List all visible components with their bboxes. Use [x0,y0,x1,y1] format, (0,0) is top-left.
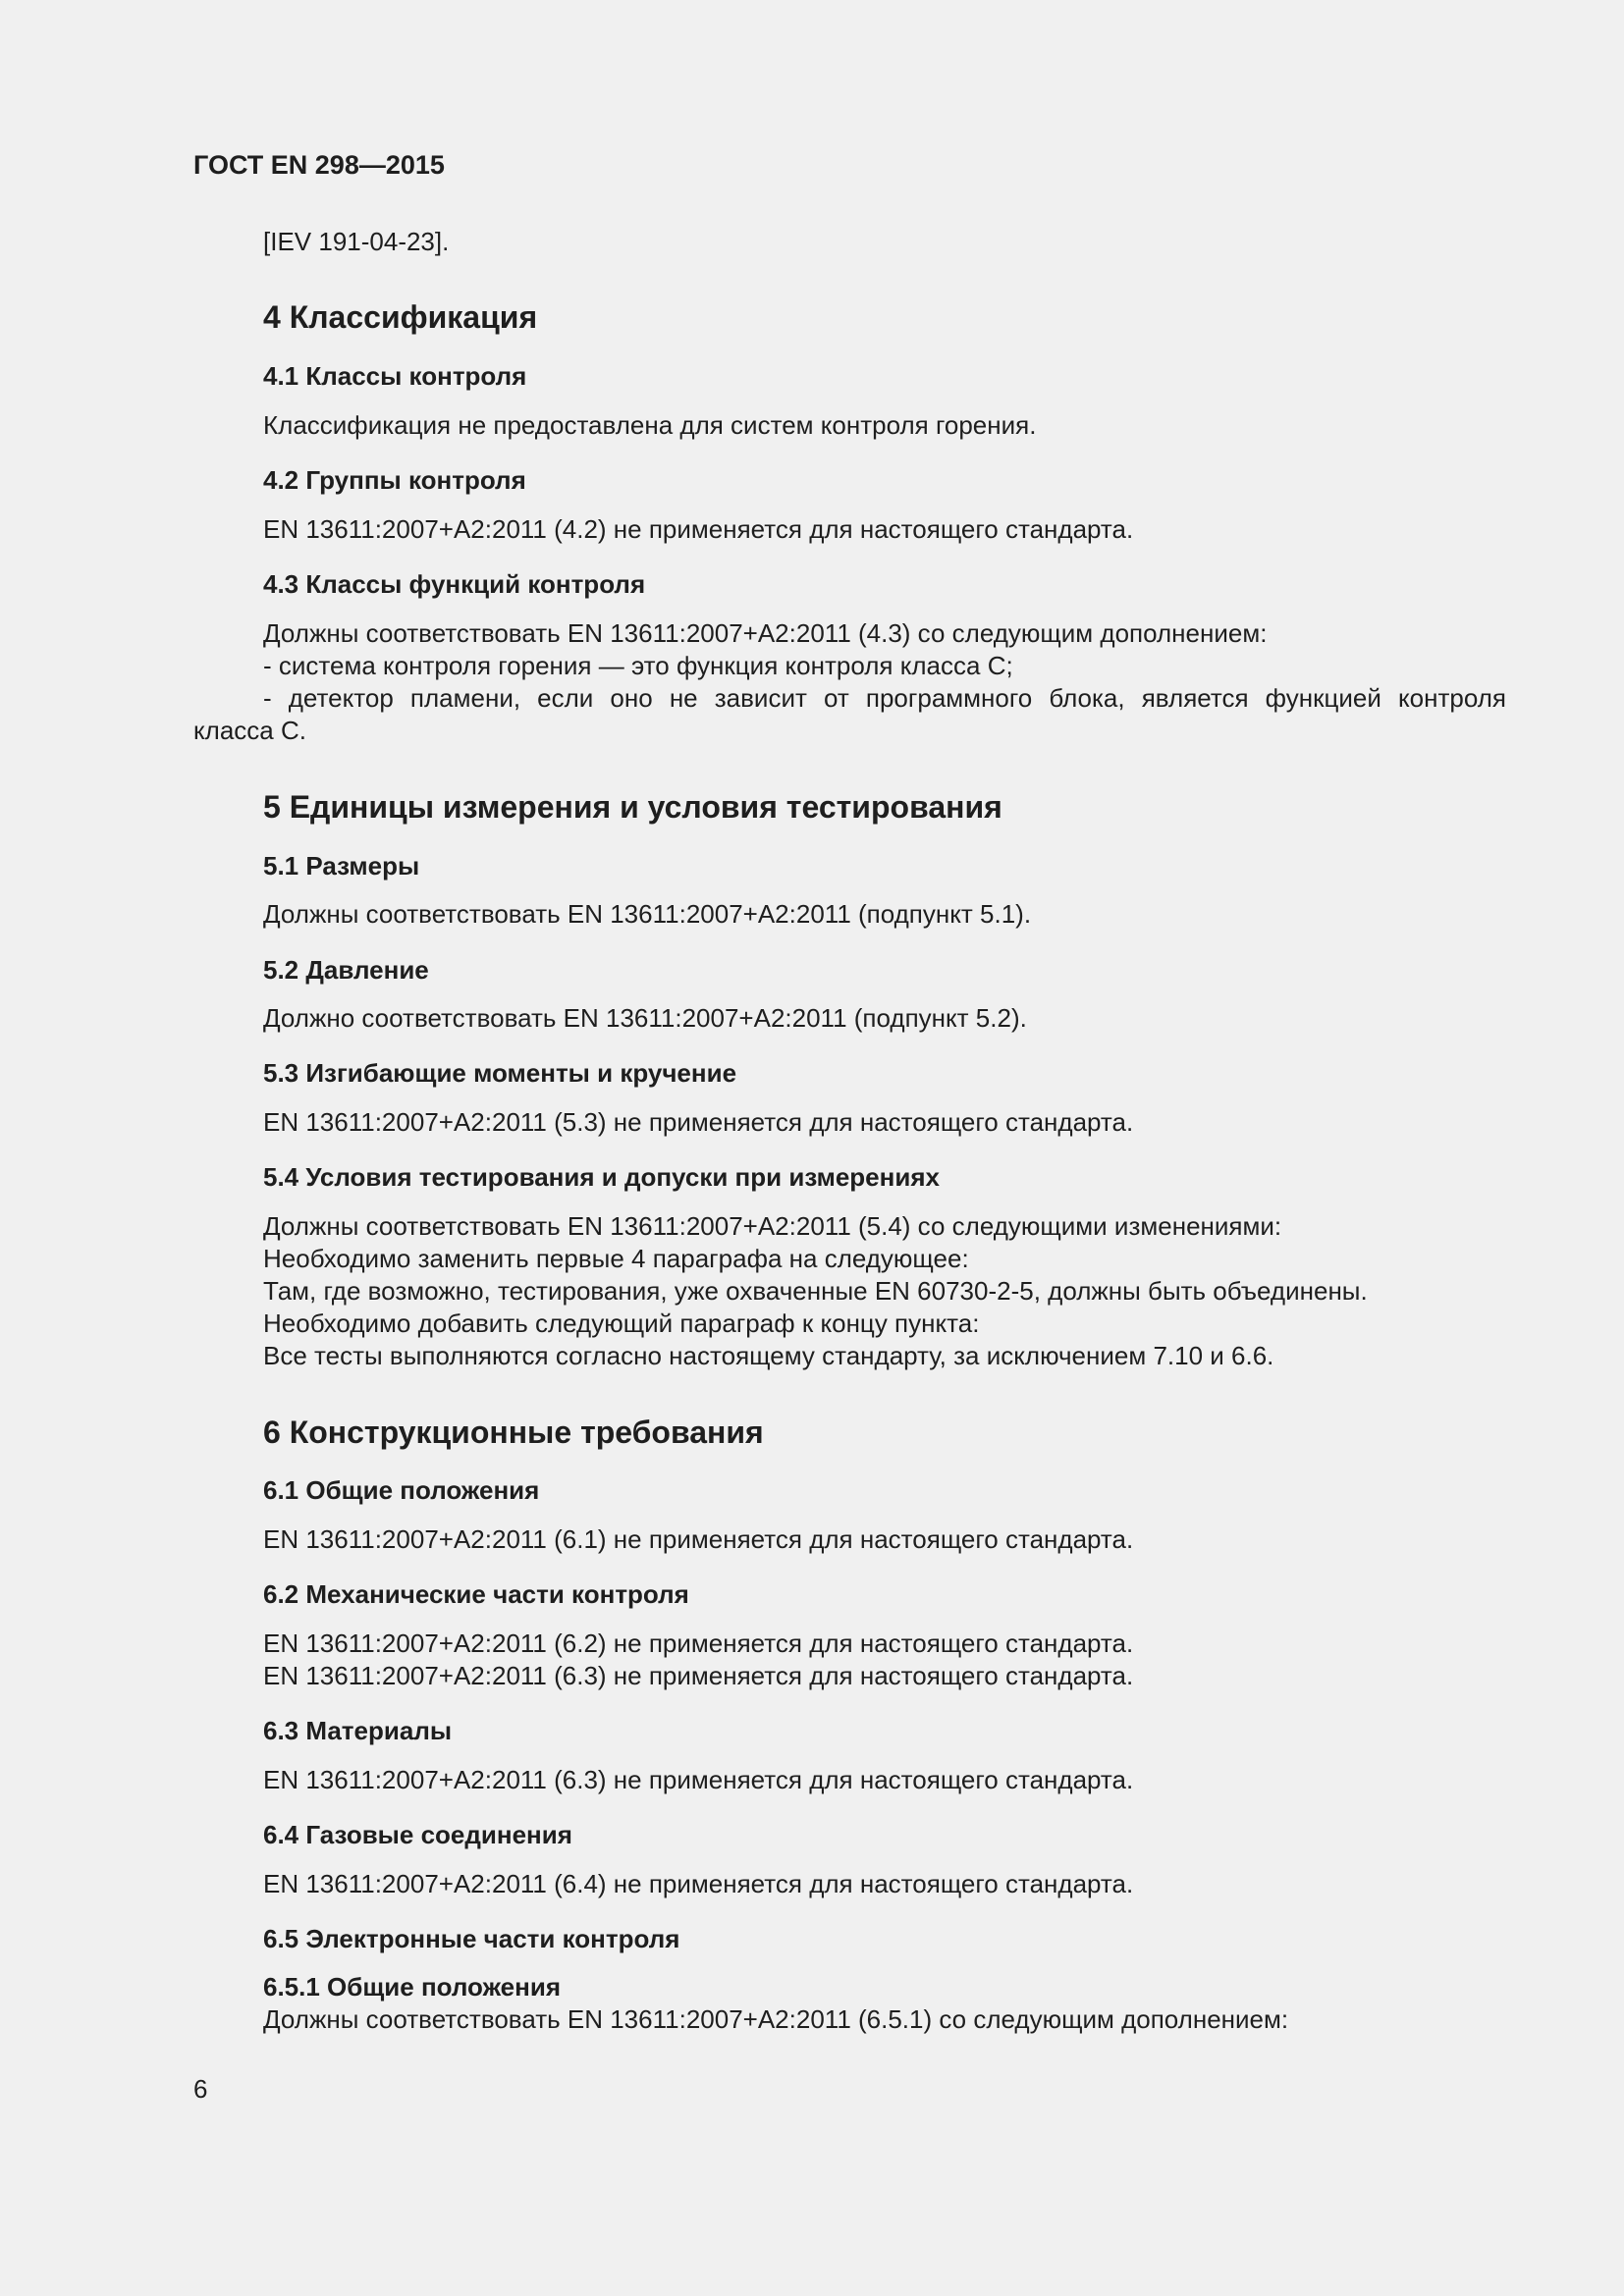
section-5-4-heading: 5.4 Условия тестирования и допуски при измерениях [263,1162,940,1192]
section-6-2-heading: 6.2 Механические части контроля [263,1579,689,1609]
section-4-heading: 4 Классификация [263,299,538,335]
section-5-2-text: Должно соответствовать EN 13611:2007+A2:2011 (подпункт 5.2). [263,1003,1027,1033]
section-6-3-heading: 6.3 Материалы [263,1716,453,1745]
section-5-1-text: Должны соответствовать EN 13611:2007+A2:2011 (подпункт 5.1). [263,899,1032,929]
section-6-5-heading: 6.5 Электронные части контроля [263,1924,680,1953]
section-6-1-heading: 6.1 Общие положения [263,1475,540,1505]
section-5-4-line-4: Необходимо добавить следующий параграф к концу пункта: [263,1308,980,1338]
page-number: 6 [193,2074,208,2104]
section-5-4-line-3: Там, где возможно, тестирования, уже охваченные EN 60730-2-5, должны быть объединены. [263,1276,1368,1306]
section-4-3-line-3: - детектор пламени, если оно не зависит от программного блока, является функцией контроля [263,683,1506,713]
section-6-2-line-1: EN 13611:2007+A2:2011 (6.2) не применяется для настоящего стандарта. [263,1629,1134,1658]
section-4-3-heading: 4.3 Классы функций контроля [263,569,646,599]
section-6-4-text: EN 13611:2007+A2:2011 (6.4) не применяется для настоящего стандарта. [263,1869,1134,1898]
section-4-2-text: EN 13611:2007+A2:2011 (4.2) не применяется для настоящего стандарта. [263,514,1134,544]
section-5-1-heading: 5.1 Размеры [263,851,420,881]
section-4-1-text: Классификация не предоставлена для систем контроля горения. [263,410,1037,440]
section-4-3-line-1: Должны соответствовать EN 13611:2007+A2:2011 (4.3) со следующим дополнением: [263,618,1268,648]
section-6-4-heading: 6.4 Газовые соединения [263,1820,572,1849]
section-6-3-text: EN 13611:2007+A2:2011 (6.3) не применяется для настоящего стандарта. [263,1765,1134,1794]
section-5-4-line-5: Все тесты выполняются согласно настоящему стандарту, за исключением 7.10 и 6.6. [263,1341,1274,1370]
section-5-3-text: EN 13611:2007+A2:2011 (5.3) не применяется для настоящего стандарта. [263,1107,1134,1137]
section-5-4-line-2: Необходимо заменить первые 4 параграфа на следующее: [263,1244,969,1273]
section-5-heading: 5 Единицы измерения и условия тестирования [263,789,1002,825]
document-header: ГОСТ EN 298—2015 [193,150,445,180]
section-6-5-1-heading: 6.5.1 Общие положения [263,1972,561,2002]
section-4-3-line-4: класса С. [193,716,306,745]
section-6-5-1-text: Должны соответствовать EN 13611:2007+A2:2011 (6.5.1) со следующим дополнением: [263,2004,1289,2034]
section-4-1-heading: 4.1 Классы контроля [263,361,527,391]
section-5-2-heading: 5.2 Давление [263,955,429,985]
section-4-2-heading: 4.2 Группы контроля [263,465,526,495]
section-5-3-heading: 5.3 Изгибающие моменты и кручение [263,1058,737,1088]
reference-line: [IEV 191-04-23]. [263,227,450,256]
section-6-1-text: EN 13611:2007+A2:2011 (6.1) не применяется для настоящего стандарта. [263,1524,1134,1554]
section-5-4-line-1: Должны соответствовать EN 13611:2007+A2:2011 (5.4) со следующими изменениями: [263,1211,1282,1241]
section-6-heading: 6 Конструкционные требования [263,1415,764,1450]
section-6-2-line-2: EN 13611:2007+A2:2011 (6.3) не применяется для настоящего стандарта. [263,1661,1134,1690]
section-4-3-line-2: - система контроля горения — это функция контроля класса С; [263,651,1013,680]
